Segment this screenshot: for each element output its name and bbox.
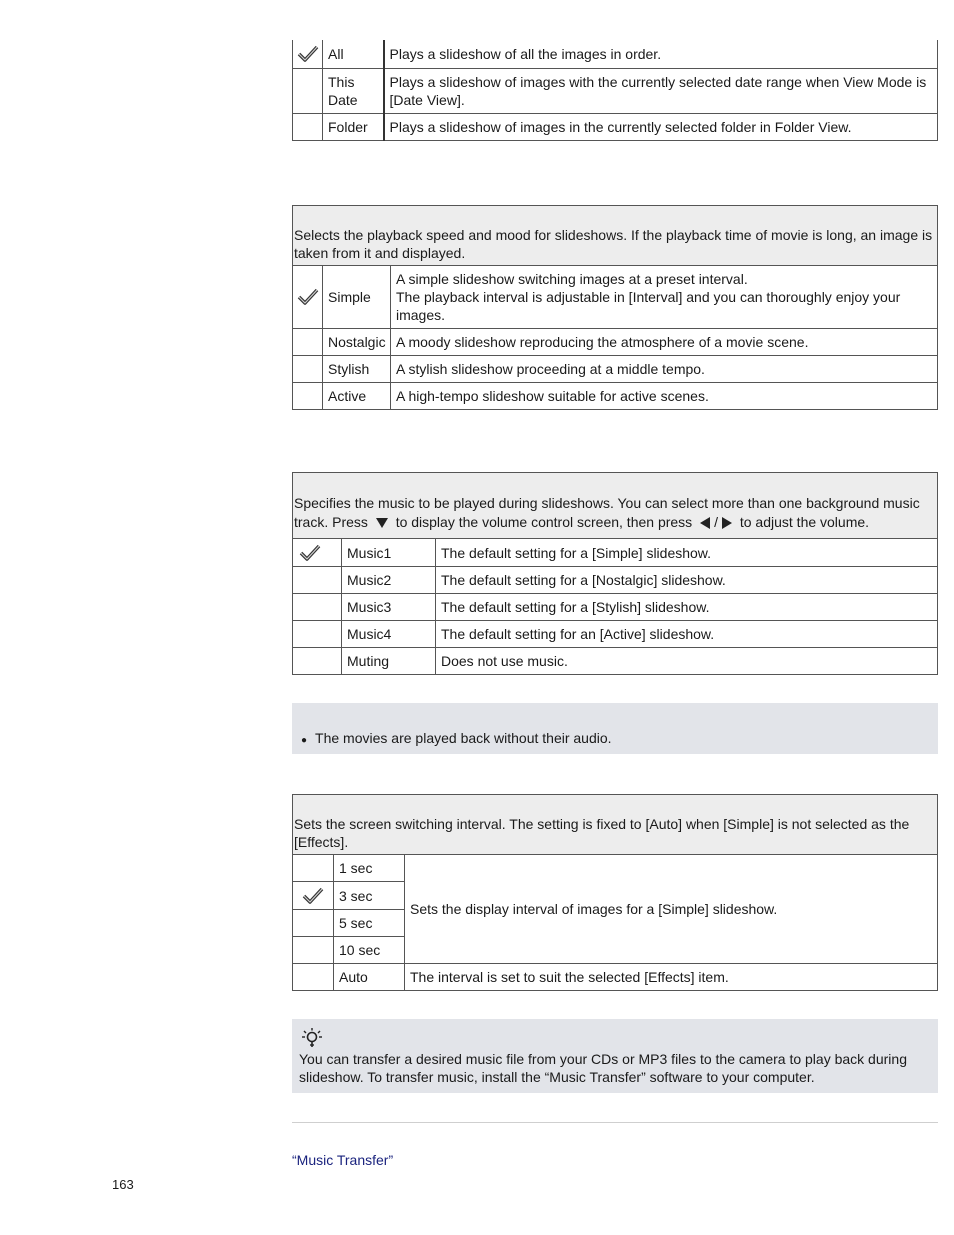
note-box	[292, 703, 938, 754]
option-description: Sets the display interval of images for a [Simple] slideshow.	[405, 855, 938, 964]
lightbulb-hint-icon	[301, 1027, 323, 1049]
option-label: 3 sec	[334, 882, 405, 910]
divider	[292, 1122, 938, 1123]
table-row	[293, 383, 938, 410]
table-row	[293, 594, 938, 621]
option-label: Simple	[323, 266, 391, 329]
music-transfer-link[interactable]: “Music Transfer”	[292, 1152, 394, 1168]
effects-section	[292, 205, 938, 410]
checkmark-icon	[302, 887, 324, 905]
note-text: The movies are played back without their audio.	[315, 730, 612, 746]
option-label: Auto	[334, 964, 405, 991]
option-description: The default setting for a [Stylish] slideshow.	[436, 594, 938, 621]
option-description: Does not use music.	[436, 648, 938, 675]
option-description: The default setting for a [Nostalgic] slideshow.	[436, 567, 938, 594]
image-select-table	[292, 40, 938, 141]
down-arrow-icon	[376, 518, 388, 528]
option-description: The default setting for an [Active] slideshow.	[436, 621, 938, 648]
option-description: The interval is set to suit the selected [Effects] item.	[405, 964, 938, 991]
selected-checkmark-cell	[293, 40, 323, 68]
option-description: A high-tempo slideshow suitable for active scenes.	[391, 383, 938, 410]
option-description: A moody slideshow reproducing the atmosphere of a movie scene.	[391, 329, 938, 356]
table-row	[293, 567, 938, 594]
interval-description: Sets the screen switching interval. The setting is fixed to [Auto] when [Simple] is not selected as the [Effects].	[292, 794, 938, 854]
checkmark-icon	[297, 288, 319, 306]
option-description: A simple slideshow switching images at a preset interval. The playback interval is adjustable in [Interval] and you can thoroughly enjoy your images.	[391, 266, 938, 329]
music-description: Specifies the music to be played during slideshows. You can select more than one background music track. Press to display the volume control screen, then press / to adjust the volume.	[292, 472, 938, 538]
effects-description: Selects the playback speed and mood for slideshows. If the playback time of movie is long, an image is taken from it and displayed.	[292, 205, 938, 265]
option-description: The default setting for a [Simple] slideshow.	[436, 539, 938, 567]
table-row	[293, 964, 938, 991]
selected-checkmark-cell	[293, 266, 323, 329]
option-description: Plays a slideshow of all the images in order.	[384, 40, 938, 68]
table-row	[293, 68, 938, 113]
bullet-icon: ●	[301, 735, 308, 746]
checkmark-icon	[299, 544, 321, 562]
table-row	[293, 356, 938, 383]
table-row	[293, 855, 938, 882]
option-label: Muting	[342, 648, 436, 675]
option-label: Nostalgic	[323, 329, 391, 356]
option-description: Plays a slideshow of images with the currently selected date range when View Mode is [Date View].	[384, 68, 938, 113]
right-arrow-icon	[722, 517, 732, 529]
table-row	[293, 329, 938, 356]
checkmark-icon	[297, 45, 319, 63]
option-label: Music1	[342, 539, 436, 567]
option-label: Music3	[342, 594, 436, 621]
option-label: Active	[323, 383, 391, 410]
left-arrow-icon	[700, 517, 710, 529]
hint-box	[292, 1019, 938, 1093]
table-row	[293, 266, 938, 329]
option-label: This Date	[323, 68, 384, 113]
option-description: A stylish slideshow proceeding at a middle tempo.	[391, 356, 938, 383]
table-row	[293, 40, 938, 68]
table-row	[293, 539, 938, 567]
option-description: Plays a slideshow of images in the currently selected folder in Folder View.	[384, 113, 938, 140]
option-label: Stylish	[323, 356, 391, 383]
option-label: 10 sec	[334, 937, 405, 964]
table-row	[293, 113, 938, 140]
selected-checkmark-cell	[293, 539, 342, 567]
option-label: Folder	[323, 113, 384, 140]
selected-checkmark-cell	[293, 882, 334, 910]
option-label: 5 sec	[334, 910, 405, 937]
hint-text: You can transfer a desired music file from your CDs or MP3 files to the camera to play back during slideshow. To transfer music, install the “Music Transfer” software to your computer.	[299, 1051, 907, 1085]
music-section	[292, 472, 938, 675]
interval-section	[292, 794, 938, 991]
option-label: All	[323, 40, 384, 68]
page-number: 163	[112, 1177, 134, 1192]
table-row	[293, 621, 938, 648]
table-row	[293, 648, 938, 675]
option-label: Music2	[342, 567, 436, 594]
option-label: 1 sec	[334, 855, 405, 882]
option-label: Music4	[342, 621, 436, 648]
